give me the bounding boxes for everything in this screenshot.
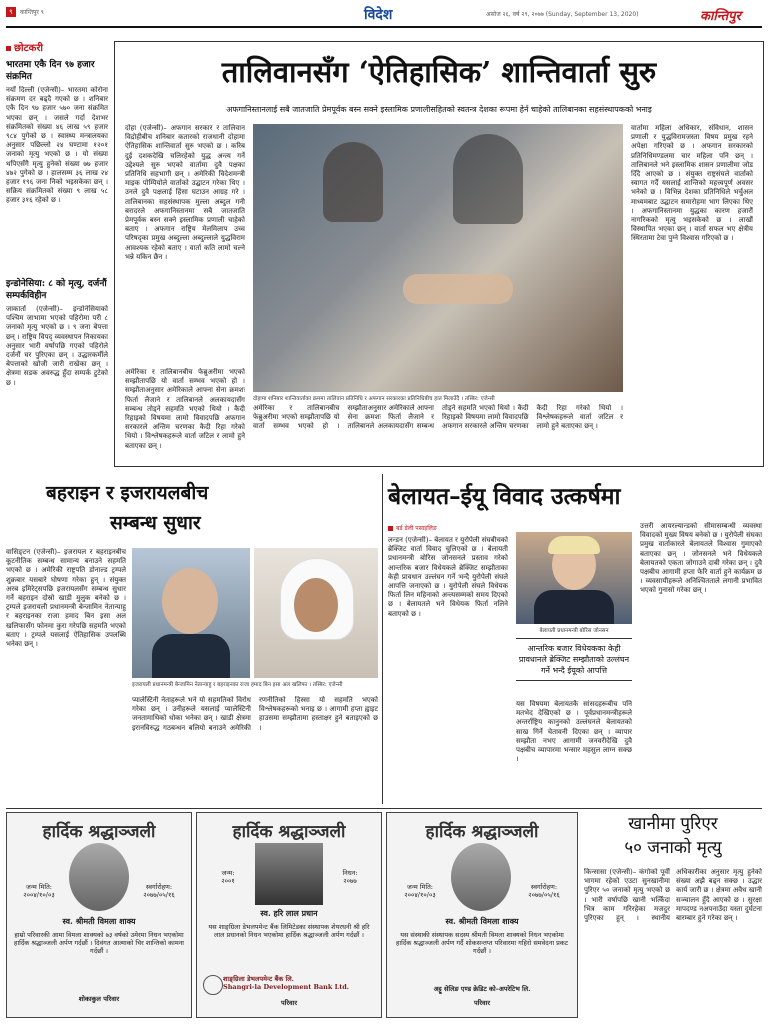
face-shape xyxy=(162,568,218,634)
mine-headline-1: खानीमा पुरिएर xyxy=(628,814,718,834)
section-title: विदेश xyxy=(364,7,393,23)
page-number: ९ xyxy=(9,8,13,16)
obit3-body: यस संस्थाकी संस्थापक सदस्य श्रीमती विमला शाक्यको निधन भएकोमा हार्दिक श्रद्धाञ्जली अर्पण गर्दै शोकसन्तप्त परिवारमा गहिरो समवेदना प्रकट गर्दछौं । xyxy=(395,931,569,955)
obit1-portrait xyxy=(69,843,129,911)
bank-logo-icon xyxy=(203,975,223,995)
square-icon xyxy=(388,526,393,531)
masthead: कान्तिपुर xyxy=(700,9,741,24)
lead-photo xyxy=(253,124,623,392)
brexit-story xyxy=(388,474,762,804)
section-rule xyxy=(6,808,762,809)
obit2-born: जन्म: २००१ xyxy=(221,869,235,885)
brexit-pull-quote: आन्तरिक बजार विधेयकका केही प्रावधानले ब्रेक्जिट सम्झौताको उल्लंघन गर्ने भन्दै ईयूको आपत्ति xyxy=(516,638,632,681)
obit1-family: शोकाकुल परिवार xyxy=(78,995,120,1003)
obit3-org: अट्टू सेलिङ एण्ड क्रेडिट को–अपरेटिभ लि. xyxy=(433,985,531,993)
obit1-name: स्व. श्रीमती विमला शाक्य xyxy=(62,916,136,926)
bahrain-story xyxy=(6,474,378,804)
obit2-family: परिवार xyxy=(281,999,297,1007)
figure-shape xyxy=(323,142,383,222)
obituary-2 xyxy=(196,812,382,1018)
sidebar-item2-body: जाकार्ता (एजेन्सी)– इन्डोनेसियाको पश्चिम जाभामा भएको पहिरोमा परी ८ जनाको मृत्यु भएको छ । ९ जना बेपत्ता छन् । राष्ट्रिय विपद् व्यवस्थापन निकायका अनुसार भारी वर्षापछि गएको पहिरोले दर्जनौं घर पुरिएका छन् । उद्धारकर्मीले बेपत्ताको खोजी जारी राखेका छन् । क्षेत्रमा सडक अवरुद्ध हुँदा सम्पर्क टुटेको छ । xyxy=(6,305,108,387)
bahrain-headline-2: सम्बन्ध सुधार xyxy=(110,512,201,534)
lead-body-bottom: अमेरिका र तालिबानबीच फेब्रुअरीमा भएको सम्झौतापछि यो वार्ता सम्भव भएको हो । सम्झौताअनुसार अमेरिकाले आफ्ना सेना क्रमशः फिर्ता लैजाने र तालिबानले अलकायदासँग सम्बन्ध तोड्ने सहमति भएको थियो । कैदी रिहाइको विषयमा लामो विवादपछि अफगान सरकारले अन्तिम चरणका कैदी रिहा गरेको थियो । विश्लेषकहरूले वार्ता जटिल र लामो हुने बताएका छन् । xyxy=(253,404,623,431)
obit3-name: स्व. श्रीमती विमला शाक्य xyxy=(445,916,519,926)
brexit-body3: उत्तरी आयरल्यान्डको सीमासम्बन्धी व्यवस्था विवादको मुख्य विषय बनेको छ । युरोपेली संघका प्रमुख वार्ताकारले बेलायतले विश्वास गुमाएको बताएका छन् । जोनसनले भने विधेयकले बेलायतको एकता जोगाउने दाबी गरेका छन् । दुवै पक्षबीच आगामी हप्ता फेरि वार्ता हुने कार्यक्रम छ । व्यवसायीहरूले अनिश्चितताले लगानी प्रभावित भएको गुनासो गरेका छन् । xyxy=(640,522,762,595)
mine-story xyxy=(584,812,762,1016)
square-icon xyxy=(6,46,11,51)
obit2-heading: हार्दिक श्रद्धाञ्जली xyxy=(232,822,346,842)
lead-photo-caption: दोहामा शनिबार शान्तिवार्ताका क्रममा तालिवान प्रतिनिधि र अफगान सरकारका प्रतिनिधिबीच हात मिलाउँदै । तस्बिर: एजेन्सी xyxy=(253,396,495,402)
obit3-died: स्वर्गारोहण: २०७७/०५/१६ xyxy=(528,883,560,899)
page-number-box xyxy=(6,7,16,17)
obit1-body: हाम्रो परिवारकी आमा विमला शाक्यको ७३ वर्षको उमेरमा निधन भएकोमा हार्दिक श्रद्धाञ्जली अर्पण गर्दछौं । दिवंगत आत्माको चिर शान्तिको कामना गर्दछौं । xyxy=(14,931,184,955)
bahrain-body2: प्यालेस्टिनी नेताहरूले भने यो सहमतिको विरोध गरेका छन् । उनीहरूले यसलाई प्यालेस्टिनी जनतामाथिको धोका भनेका छन् । खाडी क्षेत्रमा इरानविरुद्ध गठबन्धन बलियो बनाउने अमेरिकी रणनीतिको हिस्सा यो सहमति भएको विश्लेषकहरूको भनाइ छ । आगामी हप्ता ह्वाइट हाउसमा सम्झौतामा हस्ताक्षर हुने बताइएको छ । xyxy=(132,696,378,732)
bahrain-photo-caption: इजरायली प्रधानमन्त्री बेन्जामिन नेतान्याहु र बहराइनका राजा हमाद बिन इसा अल खलिफा । तस्बिर: एजेन्सी xyxy=(132,682,343,688)
netanyahu-photo xyxy=(132,548,250,678)
lead-body-left: दोहा (एजेन्सी)– अफगान सरकार र तालिवान विद्रोहीबीच शनिबार कतारको राजधानी दोहामा ऐतिहासिक शान्तिवार्ता सुरु भएको छ । करिब दुई दशकदेखि चलिरहेको युद्ध अन्त्य गर्ने उद्देश्यले सुरु भएको वार्तामा दुवै पक्षका प्रतिनिधि सहभागी छन् । अमेरिकी विदेशमन्त्री माइक पोम्पियोले वार्ताको उद्घाटन गरेका थिए । उनले दुवै पक्षलाई हिंसा घटाउन आग्रह गरे । तालिबानका सहसंस्थापक मुल्ला अब्दुल गनी बरादरले अफगानिस्तानमा सबै जातजाति प्रेमपूर्वक बस्न सक्ने इस्लामिक प्रणाली चाहेको बताए । अफगान राष्ट्रिय मेलमिलाप उच्च परिषद्का प्रमुख अब्दुल्ला अब्दुल्लाले युद्धविराम आवश्यक रहेको बताए । वार्ता कति लामो चल्ने भन्ने यकिन छैन । xyxy=(125,124,245,261)
header-brand-left: कान्तिपुर ९ xyxy=(20,9,44,16)
bahrain-king-photo xyxy=(254,548,378,678)
obit2-body: यस शाङ्ग्रिला डेभलपमेन्ट बैंक लिमिटेडका संस्थापक शेयरधनी श्री हरि लाल प्रधानको निधन भएकोमा हार्दिक श्रद्धाञ्जली अर्पण गर्दछौं । xyxy=(208,923,370,939)
obit3-portrait xyxy=(451,843,511,911)
face-shape xyxy=(294,578,338,632)
top-bar xyxy=(0,0,768,32)
sidebar xyxy=(6,40,108,468)
hair-shape xyxy=(548,536,600,554)
obit1-heading: हार्दिक श्रद्धाञ्जली xyxy=(42,822,156,842)
obit2-name: स्व. हरि लाल प्रधान xyxy=(260,908,318,918)
obit1-died: स्वर्गारोहण: २०७७/०५/१६ xyxy=(143,883,175,899)
brexit-body1: लन्डन (एजेन्सी)– बेलायत र युरोपेली संघबीचको ब्रेक्जिट वार्ता विवाद चुलिएको छ । बेलायती प्रधानमन्त्री बोरिस जोनसनले प्रस्ताव गरेको आन्तरिक बजार विधेयकले ब्रेक्जिट सम्झौताका केही प्रावधान उल्लंघन गर्ने भन्दै युरोपेली संघले आपत्ति जनाएको छ । युरोपेली संघले विधेयक फिर्ता लिन महिनाको अन्त्यसम्मको समय दिएको छ । बेलायतले भने विधेयक फिर्ता नलिने बताएको छ । xyxy=(388,536,508,618)
bahrain-headline-1: बहराइन र इजरायलबीच xyxy=(46,482,209,504)
johnson-caption: बेलायती प्रधानमन्त्री बोरिस जोनसन xyxy=(539,628,609,634)
sidebar-item1-title: भारतमा एकै दिन ९७ हजार संक्रमित xyxy=(6,60,95,82)
obituary-3 xyxy=(386,812,578,1018)
obit1-born: जन्म मिति: २००४/१०/०३ xyxy=(23,883,55,899)
suit-shape xyxy=(534,590,614,624)
obit2-bank: शाङ्ग्रिला डेभलपमेन्ट बैंक लि. Shangri-la Development Bank Ltd. xyxy=(223,975,350,991)
sidebar-label: छोटकरी xyxy=(6,40,108,54)
handshake-shape xyxy=(403,274,513,304)
sidebar-item1-body: नयाँ दिल्ली (एजेन्सी)– भारतमा कोरोना संक्रमण दर बढ्दै गएको छ । शनिबार एकै दिन ९७ हजार ५७० जना संक्रमित भएका छन् । जसले गर्दा देशभर संक्रमितको संख्या ४६ लाख ५९ हजार ९८४ पुगेको छ । स्वास्थ्य मन्त्रालयका अनुसार पछिल्लो २४ घण्टामा १२०१ जनाको मृत्यु भएको छ । यो संख्या थपिएसँगै मृत्यु हुनेको संख्या ७७ हजार ४७२ पुगेको छ । हालसम्म ३६ लाख २४ हजार १९६ जना निको भइसकेका छन् । सक्रिय संक्रमितको संख्या ९ लाख ५८ हजार ३१६ रहेको छ । xyxy=(6,86,108,205)
lead-subhead: अफगानिस्तानलाई सबै जातजाति प्रेमपूर्वक बस्न सक्ने इस्लामिक प्रणालीसहितको स्वतन्त्र देशका रूपमा हेर्न चाहेको तालिबानका सहसंस्थापकको भनाइ xyxy=(226,105,652,114)
obit3-family: परिवार xyxy=(474,999,490,1007)
lead-headline: तालिवानसँग ‘ऐतिहासिक’ शान्तिवार्ता सुरु xyxy=(221,55,657,89)
column-divider xyxy=(382,474,383,804)
brexit-body2: यस विषयमा बेलायतकै सांसदहरूबीच पनि मतभेद देखिएको छ । पूर्वप्रधानमन्त्रीहरूले अन्तर्राष्ट्रिय कानुनको उल्लंघनले बेलायतको साख गिर्ने चेतावनी दिएका छन् । व्यापार सम्झौता नभए आगामी जनवरीदेखि दुवै पक्षबीच व्यापारमा भन्सार महसुल लाग्न सक्छ । xyxy=(516,700,632,764)
sidebar-item2-title: इन्डोनेसिया: ८ को मृत्यु, दर्जनौं सम्पर्कविहीन xyxy=(6,279,107,301)
johnson-photo xyxy=(516,532,632,624)
bahrain-body1: वासिङ्टन (एजेन्सी)– इजरायल र बहराइनबीच कूटनीतिक सम्बन्ध सामान्य बनाउने सहमति भएको छ । अमेरिकी राष्ट्रपति डोनाल्ड ट्रम्पले शुक्रबार यसबारे घोषणा गरेका हुन् । संयुक्त अरब इमिरेट्सपछि इजरायलसँग सम्बन्ध सुधार गर्ने बहराइन दोस्रो खाडी मुलुक बनेको छ । ट्रम्पले इजरायली प्रधानमन्त्री बेन्जामिन नेतान्याहु र बहराइनका राजा हमाद बिन इसा अल खलिफासँग फोनमा कुरा गरेपछि सहमति भएको बताए । ट्रम्पले यसलाई ऐतिहासिक उपलब्धि भनेका छन् । xyxy=(6,548,126,649)
lead-story xyxy=(114,41,764,467)
date-line: असोज २६, वर्ष २९, २०७७ (Sunday, September 13, 2020) xyxy=(486,11,639,18)
brexit-kicker: बर्ड डेली पसाइलिङ xyxy=(388,524,437,532)
lead-body-left-cont: अमेरिका र तालिबानबीच फेब्रुअरीमा भएको सम्झौतापछि यो वार्ता सम्भव भएको हो । सम्झौताअनुसार अमेरिकाले आफ्ना सेना क्रमशः फिर्ता लैजाने र तालिबानले अलकायदासँग सम्बन्ध तोड्ने सहमति भएको थियो । कैदी रिहाइको विषयमा लामो विवादपछि अफगान सरकारले अन्तिम चरणका कैदी रिहा गरेको थियो । विश्लेषकहरूले वार्ता जटिल र लामो हुने बताएका छन् । xyxy=(125,368,245,450)
obit2-portrait xyxy=(255,843,323,905)
mine-body: किन्सासा (एजेन्सी)– कंगोको पूर्वी भागमा रहेको एउटा सुनखानीमा पुरिएर ५० जनाको मृत्यु भएको छ । भारी वर्षापछि खानी भत्किँदा भित्र काम गरिरहेका मजदुर पुरिएका हुन् । स्थानीय अधिकारीका अनुसार मृत्यु हुनेको संख्या अझै बढ्न सक्छ । उद्धार कार्य जारी छ । क्षेत्रमा अवैध खानी सञ्चालन हुँदै आएको छ । सुरक्षा मापदण्ड नअपनाउँदा यस्ता दुर्घटना बारम्बार हुने गरेका छन् । xyxy=(584,868,762,923)
obit3-born: जन्म मिति: २००४/१०/०३ xyxy=(404,883,436,899)
figure-shape xyxy=(453,134,523,224)
obit2-died: निधन: २०७७ xyxy=(342,869,358,885)
mine-headline-2: ५० जनाको मृत्यु xyxy=(624,838,722,858)
brexit-headline: बेलायत–ईयू विवाद उत्कर्षमा xyxy=(388,483,621,510)
obit3-heading: हार्दिक श्रद्धाञ्जली xyxy=(425,822,539,842)
lead-body-right: वार्तामा महिला अधिकार, संविधान, शासन प्रणाली र युद्धविरामजस्ता विषय प्रमुख रहने अपेक्षा गरिएको छ । अफगान सरकारको प्रतिनिधिमण्डलमा चार महिला पनि छन् । तालिबानले भने इस्लामिक शासन प्रणालीमा जोड दिँदै आएको छ । संयुक्त राष्ट्रसंघले वार्ताको स्वागत गर्दै यसलाई शान्तिको महत्त्वपूर्ण अवसर भनेको छ । विभिन्न देशका प्रतिनिधिले भर्चुअल माध्यमबाट उद्घाटन समारोहमा भाग लिएका थिए । अफगानिस्तानमा युद्धका कारण हजारौं नागरिकको मृत्यु भइसकेको छ । लाखौं विस्थापित भएका छन् । वार्ता सफल भए क्षेत्रीय स्थिरतामा टेवा पुग्ने विश्वास गरिएको छ । xyxy=(631,124,753,243)
obituary-1 xyxy=(6,812,192,1018)
header-rule xyxy=(6,26,762,28)
suit-shape xyxy=(152,634,230,678)
